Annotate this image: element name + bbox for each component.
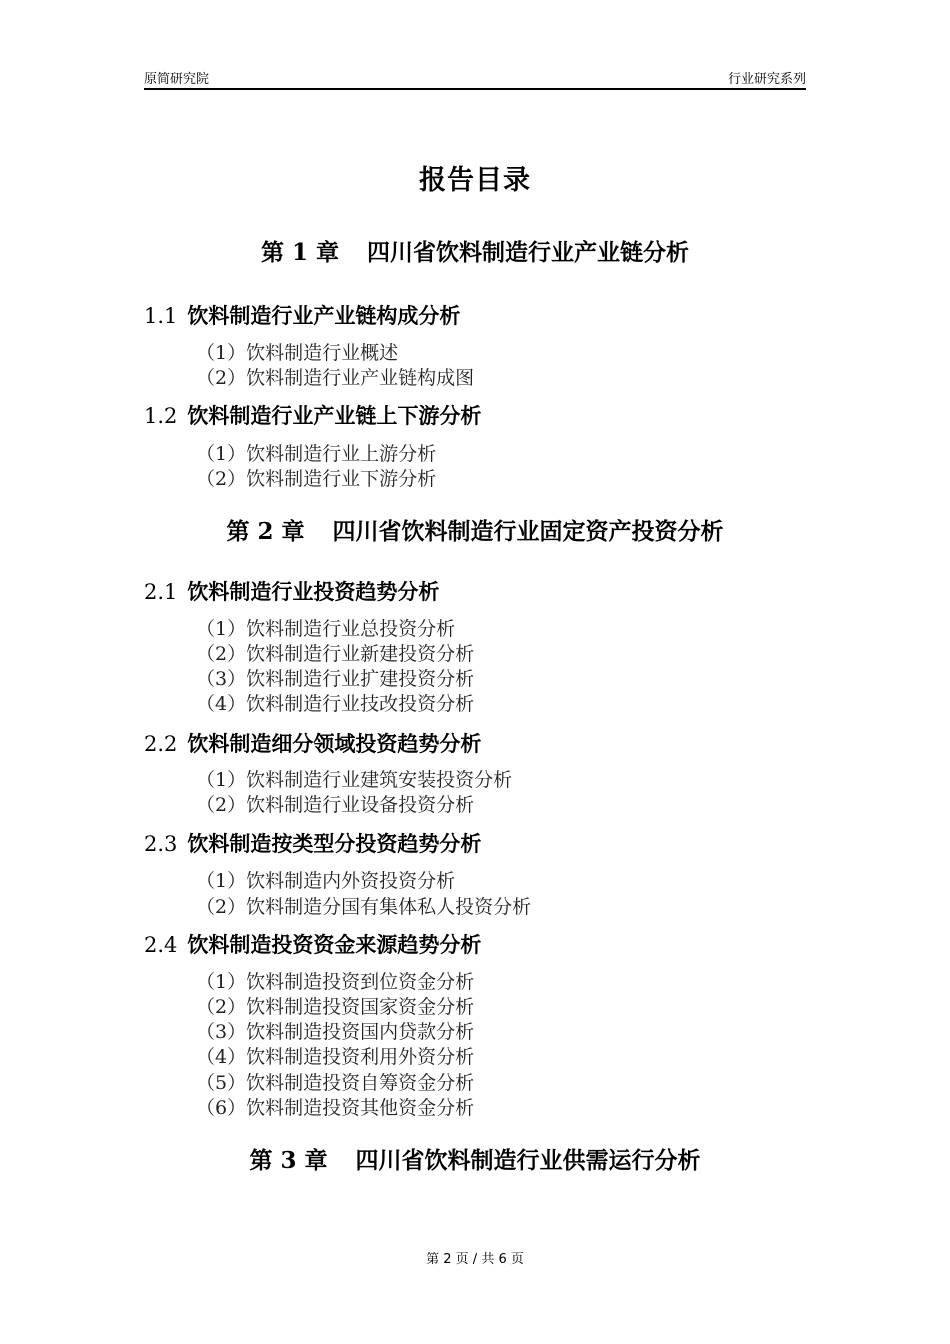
toc-item: （2）饮料制造分国有集体私人投资分析 — [196, 896, 532, 918]
toc-item: （2）饮料制造行业设备投资分析 — [196, 794, 475, 816]
chapter-title: 四川省饮料制造行业固定资产投资分析 — [332, 518, 724, 545]
header-series: 行业研究系列 — [727, 72, 806, 87]
toc-item: （4）饮料制造行业技改投资分析 — [196, 693, 475, 715]
toc-item: （1）饮料制造内外资投资分析 — [196, 870, 456, 892]
chapter-heading — [0, 1142, 950, 1175]
page-title: 报告目录 — [419, 165, 531, 196]
toc-item: （1）饮料制造行业上游分析 — [196, 443, 437, 465]
chapter-heading — [0, 513, 950, 546]
chapter-heading — [0, 234, 950, 267]
section-heading — [144, 576, 439, 606]
header-rule — [144, 88, 806, 90]
toc-item: （3）饮料制造投资国内贷款分析 — [196, 1021, 475, 1043]
chapter-number: 第 1 章 — [260, 239, 340, 266]
toc-item: （3）饮料制造行业扩建投资分析 — [196, 668, 475, 690]
section-title: 饮料制造行业产业链构成分析 — [187, 303, 461, 328]
toc-item: （5）饮料制造投资自筹资金分析 — [196, 1072, 475, 1094]
section-title: 饮料制造行业投资趋势分析 — [187, 579, 440, 604]
section-heading — [144, 929, 481, 959]
chapter-title: 四川省饮料制造行业供需运行分析 — [355, 1147, 701, 1174]
toc-item: （1）饮料制造行业概述 — [196, 342, 399, 364]
header-org: 原简研究院 — [144, 72, 210, 87]
page-header — [144, 68, 806, 88]
section-heading — [144, 300, 460, 330]
chapter-number: 第 2 章 — [226, 518, 305, 545]
toc-item: （1）饮料制造行业建筑安装投资分析 — [196, 769, 513, 791]
chapter-title: 四川省饮料制造行业产业链分析 — [367, 239, 690, 266]
section-number: 2.3 — [144, 832, 178, 856]
section-number: 2.1 — [144, 580, 178, 604]
section-heading — [144, 828, 481, 858]
section-number: 2.4 — [144, 933, 178, 957]
toc-item: （1）饮料制造投资到位资金分析 — [196, 971, 475, 993]
toc-item: （2）饮料制造行业新建投资分析 — [196, 643, 475, 665]
toc-item: （2）饮料制造行业产业链构成图 — [196, 367, 475, 389]
section-title: 饮料制造按类型分投资趋势分析 — [187, 831, 482, 856]
section-heading — [144, 728, 481, 758]
section-number: 1.2 — [144, 404, 178, 428]
section-number: 2.2 — [144, 732, 178, 756]
section-title: 饮料制造细分领域投资趋势分析 — [187, 731, 482, 756]
page-number: 第 2 页 / 共 6 页 — [426, 1252, 524, 1267]
chapter-number: 第 3 章 — [249, 1147, 328, 1174]
section-number: 1.1 — [144, 304, 178, 328]
section-title: 饮料制造行业产业链上下游分析 — [187, 403, 482, 428]
toc-item: （1）饮料制造行业总投资分析 — [196, 618, 456, 640]
section-title: 饮料制造投资资金来源趋势分析 — [187, 932, 482, 957]
toc-item: （2）饮料制造行业下游分析 — [196, 468, 437, 490]
section-heading — [144, 400, 481, 430]
toc-item: （2）饮料制造投资国家资金分析 — [196, 996, 475, 1018]
toc-item: （4）饮料制造投资利用外资分析 — [196, 1046, 475, 1068]
toc-item: （6）饮料制造投资其他资金分析 — [196, 1097, 475, 1119]
